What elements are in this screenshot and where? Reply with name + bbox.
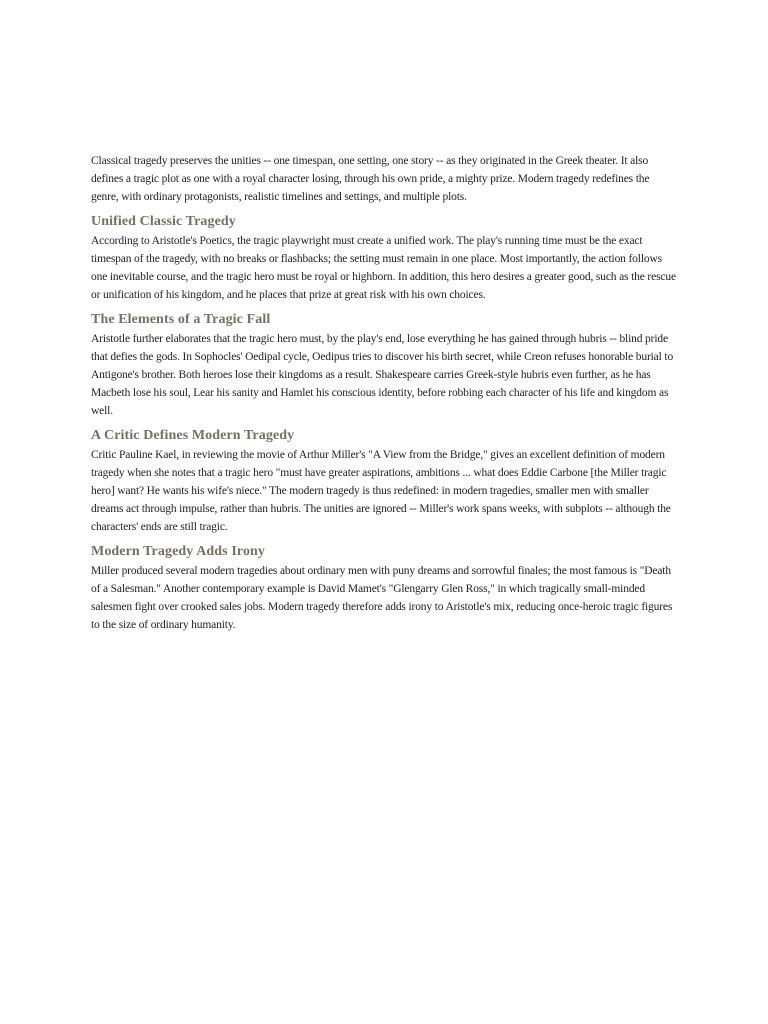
section-body-elements-of-tragic-fall: Aristotle further elaborates that the tragic hero must, by the play's end, lose everything he has gained through hubris -- blind pride that defies the gods. In Sophocles' Oedipal cycle, Oedipus tries to discover his birth secret, while Creon refuses honorable burial to Antigone's brother. Both heroes lose their kingdoms as a result. Shakespeare carries Greek-style hubris even further, as he has Macbeth lose his soul, Lear his sanity and Hamlet his conscious identity, before robbing each character of his life and kingdom as well. bbox=[91, 333, 674, 417]
section-heading-modern-tragedy-adds-irony: Modern Tragedy Adds Irony bbox=[91, 544, 266, 559]
section-body-modern-tragedy-adds-irony: Miller produced several modern tragedies about ordinary men with puny dreams and sorrowful finales; the most famous is "Death of a Salesman." Another contemporary example is David Mamet's "Glengarry Glen Ross," in which tragically small-minded salesmen fight over crooked sales jobs. Modern tragedy therefore adds irony to Aristotle's mix, reducing once-heroic tragic figures to the size of ordinary humanity. bbox=[91, 565, 673, 631]
intro-paragraph: Classical tragedy preserves the unities -- one timespan, one setting, one story -- as they originated in the Greek theater. It also defines a tragic plot as one with a royal character losing, through his own pride, a mighty prize. Modern tragedy redefines the genre, with ordinary protagonists, realistic timelines and settings, and multiple plots. bbox=[91, 155, 650, 203]
article bbox=[91, 152, 677, 634]
section-body-unified-classic-tragedy: According to Aristotle's Poetics, the tragic playwright must create a unified work. The play's running time must be the exact timespan of the tragedy, with no breaks or flashbacks; the setting must remain in one place. Most importantly, the action follows one inevitable course, and the tragic hero must be royal or highborn. In addition, this hero desires a greater good, such as the rescue or unification of his kingdom, and he places that prize at great risk with his own choices. bbox=[91, 235, 676, 301]
section-heading-unified-classic-tragedy: Unified Classic Tragedy bbox=[91, 214, 236, 229]
section-heading-elements-of-tragic-fall: The Elements of a Tragic Fall bbox=[91, 312, 271, 327]
section-body-critic-defines-modern-tragedy: Critic Pauline Kael, in reviewing the movie of Arthur Miller's "A View from the Bridge," gives an excellent definition of modern tragedy when she notes that a tragic hero "must have greater aspirations, ambitions ... what does Eddie Carbone [the Miller tragic hero] want? He wants his wife's niece." The modern tragedy is thus redefined: in modern tragedies, smaller men with smaller dreams act through impulse, rather than hubris. The unities are ignored -- Miller's work spans weeks, with subplots -- although the characters' ends are still tragic. bbox=[91, 449, 671, 533]
section-heading-critic-defines-modern-tragedy: A Critic Defines Modern Tragedy bbox=[91, 428, 295, 443]
